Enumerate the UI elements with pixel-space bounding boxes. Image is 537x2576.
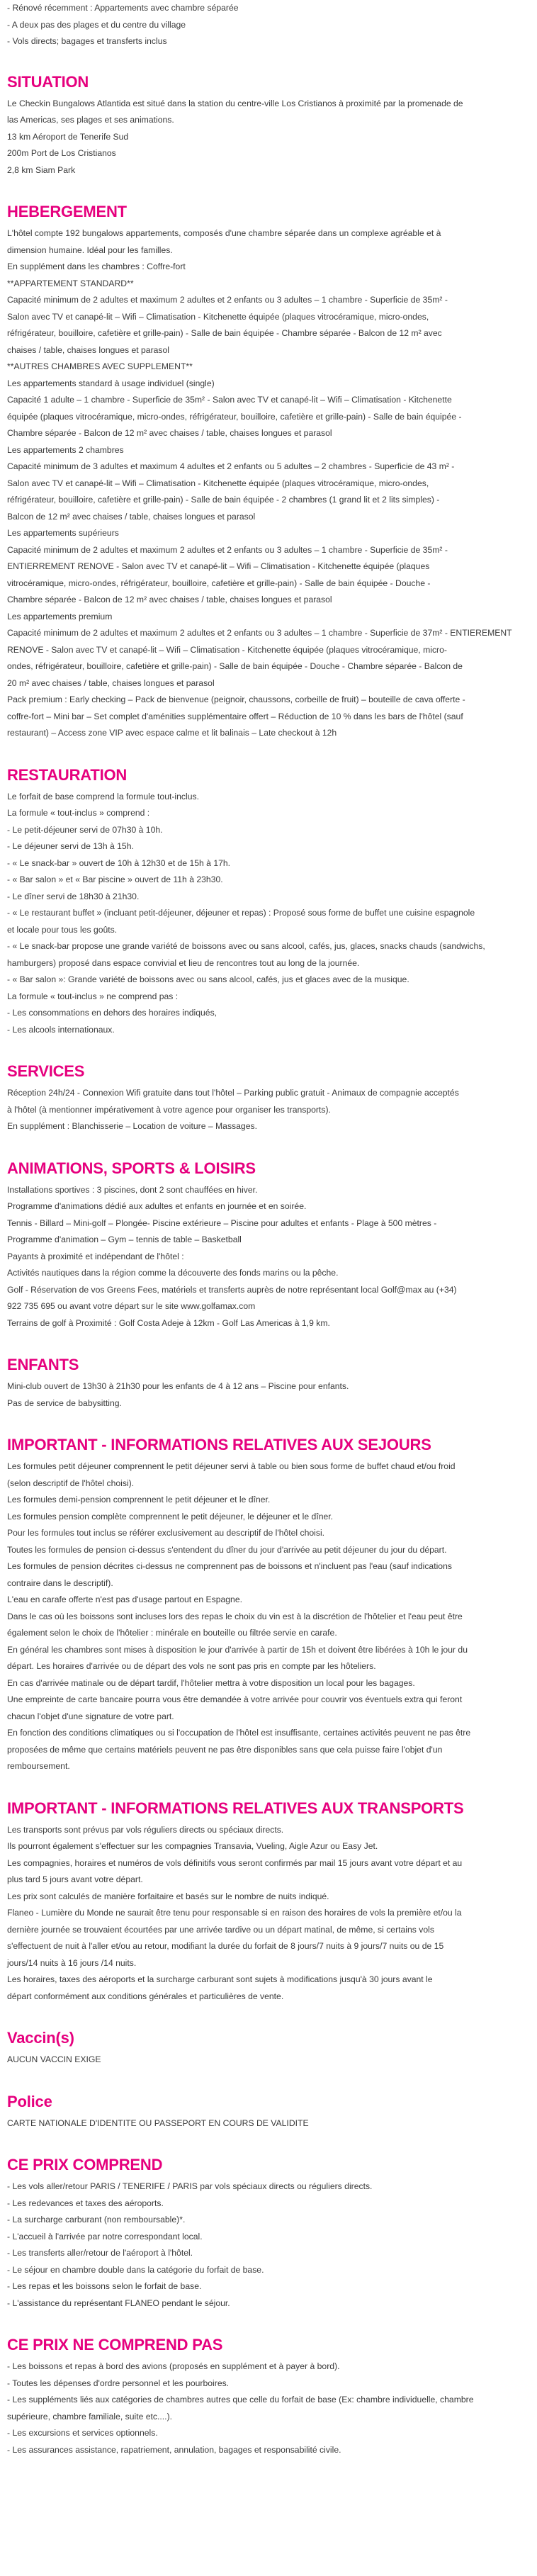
text-line: Chambre séparée - Balcon de 12 m² avec chaises / table, chaises longues et parasol bbox=[7, 428, 332, 438]
text-line: Les horaires, taxes des aéroports et la surcharge carburant sont sujets à modifications jusqu'à 30 jours avant le bbox=[7, 1974, 433, 1984]
text-line: Les formules demi-pension comprennent le petit déjeuner et le dîner. bbox=[7, 1495, 271, 1504]
enfants-text bbox=[7, 1378, 516, 1412]
text-line: Salon avec TV et canapé-lit – Wifi – Climatisation - Kitchenette équipée (plaques vitrocéramique, micro-ondes, bbox=[7, 311, 429, 322]
text-line: - Les repas et les boissons selon le forfait de base. bbox=[7, 2281, 202, 2291]
text-line: - « Bar salon » et « Bar piscine » ouvert de 11h à 23h30. bbox=[7, 874, 223, 884]
text-line: ondes, réfrigérateur, bouilloire, cafetière et grille-pain) - Salle de bain équipée - Douche - Chambre séparée - Balcon de bbox=[7, 661, 463, 671]
text-line: Installations sportives : 3 piscines, dont 2 sont chauffées en hiver. bbox=[7, 1184, 258, 1195]
animations-text bbox=[7, 1182, 516, 1332]
text-line: - La surcharge carburant (non remboursable)*. bbox=[7, 2215, 186, 2225]
text-line: s'effectuent de nuit à l'aller et/ou au retour, modifiant la durée du forfait de 8 jours/7 nuits à 9 jours/7 nuits ou de 15 bbox=[7, 1941, 444, 1951]
text-line: réfrigérateur, bouilloire, cafetière et grille-pain) - Salle de bain équipée - Chambre séparée - Balcon de 12 m² avec bbox=[7, 328, 442, 338]
text-line: Flaneo - Lumière du Monde ne saurait être tenu pour responsable si en raison des horaires de vols la première et/ou la bbox=[7, 1908, 462, 1918]
enfants-section bbox=[7, 1354, 516, 1412]
text-line: Capacité 1 adulte – 1 chambre - Superficie de 35m² - Salon avec TV et canapé-lit – Wifi – Climatisation - Kitchenette bbox=[7, 395, 452, 405]
text-line: - Vols directs; bagages et transferts inclus bbox=[7, 36, 167, 46]
text-line: - Les alcools internationaux. bbox=[7, 1024, 115, 1035]
text-line: coffre-fort – Mini bar – Set complet d'aménities supplémentaire offert – Réduction de 10 % dans les bars de l'hôtel (sauf bbox=[7, 711, 463, 721]
text-line: L'eau en carafe offerte n'est pas d'usage partout en Espagne. bbox=[7, 1594, 242, 1604]
text-line: - Les consommations en dehors des horaires indiqués, bbox=[7, 1008, 217, 1018]
text-line: - Les transferts aller/retour de l'aéroport à l'hôtel. bbox=[7, 2248, 193, 2258]
text-line: et locale pour tous les goûts. bbox=[7, 924, 118, 935]
vaccins-text bbox=[7, 2052, 516, 2069]
important-sejours-heading: IMPORTANT - INFORMATIONS RELATIVES AUX SEJOURS bbox=[7, 1436, 431, 1453]
text-line: Toutes les formules de pension ci-dessus s'entendent du dîner du jour d'arrivée au petit déjeuner du jour du départ. bbox=[7, 1544, 447, 1555]
text-line: Programme d'animation – Gym – tennis de table – Basketball bbox=[7, 1234, 242, 1244]
situation-heading: SITUATION bbox=[7, 72, 89, 91]
text-line: Le Checkin Bungalows Atlantida est situé dans la station du centre-ville Los Cristianos à proximité par la promenade de bbox=[7, 98, 463, 108]
text-line: - Le petit-déjeuner servi de 07h30 à 10h. bbox=[7, 824, 163, 835]
text-line: restaurant) – Access zone VIP avec espace calme et lit balinais – Late checkout à 12h bbox=[7, 728, 337, 738]
text-line: Programme d'animations dédié aux adultes et enfants en journée et en soirée. bbox=[7, 1201, 307, 1211]
text-line: Activités nautiques dans la région comme la découverte des fonds marins ou la pêche. bbox=[7, 1268, 339, 1278]
text-line: Tennis - Billard – Mini-golf – Plongée- Piscine extérieure – Piscine pour adultes et enfants - Plage à 500 mètres - bbox=[7, 1217, 437, 1228]
text-line: Terrains de golf à Proximité : Golf Costa Adeje à 12km - Golf Las Americas à 1,9 km. bbox=[7, 1317, 330, 1328]
text-line: **AUTRES CHAMBRES AVEC SUPPLEMENT** bbox=[7, 361, 193, 371]
text-line: Les formules petit déjeuner comprennent le petit déjeuner servi à table ou bien sous forme de buffet chaud et/ou froid bbox=[7, 1461, 456, 1471]
text-line: - Le dîner servi de 18h30 à 21h30. bbox=[7, 891, 140, 901]
text-line: En supplément dans les chambres : Coffre-fort bbox=[7, 261, 186, 271]
text-line: - L'accueil à l'arrivée par notre correspondant local. bbox=[7, 2231, 203, 2242]
prix-comprend-text bbox=[7, 2178, 516, 2312]
text-line: également selon le choix de l'hôtelier : minérale en bouteille ou filtrée servie en carafe. bbox=[7, 1628, 337, 1638]
prix-ne-comprend-section bbox=[7, 2334, 516, 2458]
text-line: Mini-club ouvert de 13h30 à 21h30 pour les enfants de 4 à 12 ans – Piscine pour enfants. bbox=[7, 1381, 349, 1391]
text-line: En général les chambres sont mises à disposition le jour d'arrivée à partir de 15h et doivent être libérées à 10h le jour du bbox=[7, 1644, 468, 1655]
vaccins-section bbox=[7, 2027, 516, 2069]
text-line: - Le déjeuner servi de 13h à 15h. bbox=[7, 841, 134, 851]
text-line: 20 m² avec chaises / table, chaises longues et parasol bbox=[7, 677, 215, 688]
text-line: Pour les formules tout inclus se référer exclusivement au descriptif de l'hôtel choisi. bbox=[7, 1528, 325, 1538]
text-line: 13 km Aéroport de Tenerife Sud bbox=[7, 131, 129, 142]
text-line: 200m Port de Los Cristianos bbox=[7, 148, 116, 158]
text-line: En cas d'arrivée matinale ou de départ tardif, l'hôtelier mettra à votre disposition un local pour les bagages. bbox=[7, 1677, 415, 1688]
text-line: - A deux pas des plages et du centre du village bbox=[7, 19, 186, 30]
vaccins-heading: Vaccin(s) bbox=[7, 2029, 74, 2047]
services-section bbox=[7, 1061, 516, 1135]
important-transports-text bbox=[7, 1822, 516, 2006]
text-line: Capacité minimum de 2 adultes et maximum 2 adultes et 2 enfants ou 3 adultes – 1 chambre - Superficie de 37m² - ENTIEREMENT bbox=[7, 628, 512, 638]
intro-section bbox=[7, 0, 516, 50]
animations-heading: ANIMATIONS, SPORTS & LOISIRS bbox=[7, 1159, 256, 1177]
text-line: las Americas, ses plages et ses animations. bbox=[7, 115, 174, 125]
police-section bbox=[7, 2091, 516, 2132]
important-transports-section bbox=[7, 1798, 516, 2006]
text-line: à l'hôtel (à mentionner impérativement à votre agence pour organiser les transports). bbox=[7, 1104, 331, 1115]
text-line: Capacité minimum de 2 adultes et maximum 2 adultes et 2 enfants ou 3 adultes – 1 chambre - Superficie de 35m² - bbox=[7, 295, 448, 305]
hebergement-text bbox=[7, 225, 516, 742]
text-line: - « Le snack-bar » ouvert de 10h à 12h30 et de 15h à 17h. bbox=[7, 857, 231, 868]
text-line: - Rénové récemment : Appartements avec chambre séparée bbox=[7, 3, 239, 13]
restauration-section bbox=[7, 765, 516, 1039]
text-line: - Les vols aller/retour PARIS / TENERIFE / PARIS par vols spéciaux directs ou réguliers directs. bbox=[7, 2181, 373, 2191]
text-line: - Le séjour en chambre double dans la catégorie du forfait de base. bbox=[7, 2264, 264, 2275]
text-line: Les formules de pension décrites ci-dessus ne comprennent pas de boissons et n'incluent pas l'eau (sauf indications bbox=[7, 1561, 452, 1571]
restauration-text bbox=[7, 789, 516, 1039]
text-line: - Les suppléments liés aux catégories de chambres autres que celle du forfait de base (Ex: chambre individuelle, chambre bbox=[7, 2395, 474, 2405]
text-line: En supplément : Blanchisserie – Location de voiture – Massages. bbox=[7, 1121, 257, 1131]
text-line: Payants à proximité et indépendant de l'hôtel : bbox=[7, 1251, 184, 1261]
prix-comprend-section bbox=[7, 2154, 516, 2312]
text-line: dernière journée se trouvaient écourtées par une arrivée tardive ou un départ matinal, de même, si certains vols bbox=[7, 1924, 434, 1935]
text-line: **APPARTEMENT STANDARD** bbox=[7, 278, 134, 288]
text-line: La formule « tout-inclus » comprend : bbox=[7, 808, 150, 818]
text-line: Les transports sont prévus par vols réguliers directs ou spéciaux directs. bbox=[7, 1824, 284, 1835]
text-line: Réception 24h/24 - Connexion Wifi gratuite dans tout l'hôtel – Parking public gratuit - Animaux de compagnie acceptés bbox=[7, 1088, 459, 1098]
text-line: Ils pourront également s'effectuer sur les compagnies Transavia, Vueling, Aigle Azur ou Easy Jet. bbox=[7, 1841, 378, 1851]
text-line: Salon avec TV et canapé-lit – Wifi – Climatisation - Kitchenette équipée (plaques vitrocéramique, micro-ondes, bbox=[7, 478, 429, 488]
police-heading: Police bbox=[7, 2092, 52, 2110]
text-line: - Les redevances et taxes des aéroports. bbox=[7, 2198, 164, 2208]
hebergement-heading: HEBERGEMENT bbox=[7, 203, 127, 220]
services-text bbox=[7, 1085, 516, 1135]
text-line: Capacité minimum de 3 adultes et maximum 4 adultes et 2 enfants ou 5 adultes – 2 chambres - Superficie de 43 m² - bbox=[7, 461, 455, 471]
text-line: Capacité minimum de 2 adultes et maximum 2 adultes et 2 enfants ou 3 adultes – 1 chambre - Superficie de 35m² - bbox=[7, 544, 448, 555]
text-line: équipée (plaques vitrocéramique, micro-ondes, réfrigérateur, bouilloire, cafetière et grille-pain) - Salle de bain équipée - bbox=[7, 411, 462, 422]
text-line: Les appartements 2 chambres bbox=[7, 444, 124, 455]
text-line: - Les excursions et services optionnels. bbox=[7, 2428, 158, 2438]
text-line: jours/14 nuits à 16 jours /14 nuits. bbox=[7, 1957, 137, 1968]
important-sejours-text bbox=[7, 1458, 516, 1775]
text-line: Les appartements standard à usage individuel (single) bbox=[7, 378, 215, 388]
text-line: Les appartements premium bbox=[7, 611, 113, 621]
text-line: proposées de même que certains matériels peuvent ne pas être disponibles sans que cela puisse faire l'objet d'un bbox=[7, 1744, 443, 1755]
text-line: Golf - Réservation de vos Greens Fees, matériels et transferts auprès de notre représentant local Golf@max au (+34) bbox=[7, 1284, 457, 1295]
text-line: CARTE NATIONALE D'IDENTITE OU PASSEPORT EN COURS DE VALIDITE bbox=[7, 2117, 309, 2128]
text-line: Les formules pension complète comprennent le petit déjeuner, le déjeuner et le dîner. bbox=[7, 1511, 334, 1522]
text-line: 922 735 695 ou avant votre départ sur le site www.golfamax.com bbox=[7, 1301, 256, 1311]
text-line: 2,8 km Siam Park bbox=[7, 164, 76, 175]
text-line: supérieure, chambre familiale, suite etc....). bbox=[7, 2411, 173, 2422]
text-line: dimension humaine. Idéal pour les familles. bbox=[7, 244, 173, 255]
text-line: vitrocéramique, micro-ondes, réfrigérateur, bouilloire, cafetière et grille-pain) - Salle de bain équipée - Douche - bbox=[7, 578, 431, 588]
prix-ne-comprend-text bbox=[7, 2358, 516, 2458]
text-line: Pack premium : Early checking – Pack de bienvenue (peignoir, chaussons, corbeille de fruit) – bouteille de cava offerte - bbox=[7, 694, 465, 704]
text-line: Une empreinte de carte bancaire pourra vous être demandée à votre arrivée pour couvrir vos éventuels extra qui feront bbox=[7, 1694, 463, 1704]
police-text bbox=[7, 2115, 516, 2132]
important-sejours-section bbox=[7, 1434, 516, 1775]
text-line: plus tard 5 jours avant votre départ. bbox=[7, 1874, 143, 1884]
text-line: réfrigérateur, bouilloire, cafetière et grille-pain) - Salle de bain équipée - 2 chambres (1 grand lit et 2 lits simples) - bbox=[7, 495, 440, 505]
text-line: Les prix sont calculés de manière forfaitaire et basés sur le nombre de nuits indiqué. bbox=[7, 1891, 329, 1901]
text-line: - Toutes les dépenses d'ordre personnel et les pourboires. bbox=[7, 2378, 230, 2388]
text-line: (selon descriptif de l'hôtel choisi). bbox=[7, 1478, 135, 1488]
text-line: - « Le snack-bar propose une grande variété de boissons avec ou sans alcool, cafés, jus, glaces, snacks chauds (sandwichs, bbox=[7, 941, 485, 951]
text-line: remboursement. bbox=[7, 1761, 70, 1771]
text-line: La formule « tout-inclus » ne comprend pas : bbox=[7, 991, 179, 1001]
text-line: - Les boissons et repas à bord des avions (proposés en supplément et à payer à bord). bbox=[7, 2361, 340, 2371]
situation-section bbox=[7, 72, 516, 179]
text-line: - Les assurances assistance, rapatriement, annulation, bagages et responsabilité civile. bbox=[7, 2444, 341, 2455]
text-line: Les appartements supérieurs bbox=[7, 528, 119, 538]
text-line: départ. Les horaires d'arrivée ou de départ des vols ne sont pas pris en compte par les hôteliers. bbox=[7, 1661, 376, 1671]
prix-ne-comprend-heading: CE PRIX NE COMPREND PAS bbox=[7, 2336, 223, 2353]
situation-text bbox=[7, 96, 516, 179]
text-line: départ conformément aux conditions générales et particulières de vente. bbox=[7, 1991, 284, 2001]
text-line: Dans le cas où les boissons sont incluses lors des repas le choix du vin est à la discrétion de l'hôtelier et l'eau peut être bbox=[7, 1611, 463, 1621]
enfants-heading: ENFANTS bbox=[7, 1356, 79, 1373]
text-line: chaises / table, chaises longues et parasol bbox=[7, 344, 169, 355]
animations-section bbox=[7, 1158, 516, 1332]
text-line: chacun l'objet d'une signature de votre part. bbox=[7, 1711, 174, 1721]
text-line: contraire dans le descriptif). bbox=[7, 1577, 113, 1588]
text-line: Pas de service de babysitting. bbox=[7, 1397, 122, 1408]
text-line: Le forfait de base comprend la formule tout-inclus. bbox=[7, 791, 199, 802]
text-line: - L'assistance du représentant FLANEO pendant le séjour. bbox=[7, 2297, 230, 2308]
restauration-heading: RESTAURATION bbox=[7, 765, 128, 784]
text-line: En fonction des conditions climatiques ou si l'occupation de l'hôtel est insuffisante, certaines activités peuvent ne pas être bbox=[7, 1728, 471, 1738]
text-line: - « Le restaurant buffet » (incluant petit-déjeuner, déjeuner et repas) : Proposé sous forme de buffet une cuisine espagnole bbox=[7, 908, 475, 918]
text-line: ENTIERREMENT RENOVE - Salon avec TV et canapé-lit – Wifi – Climatisation - Kitchenette équipée (plaques bbox=[7, 561, 430, 571]
text-line: - « Bar salon »: Grande variété de boissons avec ou sans alcool, cafés, jus et glaces avec de la musique. bbox=[7, 974, 409, 984]
text-line: Les compagnies, horaires et numéros de vols définitifs vous seront confirmés par mail 15 jours avant votre départ et au bbox=[7, 1857, 463, 1868]
text-line: AUCUN VACCIN EXIGE bbox=[7, 2054, 101, 2064]
important-transports-heading: IMPORTANT - INFORMATIONS RELATIVES AUX TRANSPORTS bbox=[7, 1799, 464, 1817]
services-heading: SERVICES bbox=[7, 1062, 85, 1080]
text-line: hamburgers) proposé dans espace convivial et lieu de rencontres tout au long de la journée. bbox=[7, 957, 360, 968]
hebergement-section bbox=[7, 201, 516, 742]
prix-comprend-heading: CE PRIX COMPREND bbox=[7, 2156, 163, 2173]
text-line: RENOVE - Salon avec TV et canapé-lit – Wifi – Climatisation - Kitchenette équipée (plaques vitrocéramique, micro- bbox=[7, 644, 447, 655]
text-line: Balcon de 12 m² avec chaises / table, chaises longues et parasol bbox=[7, 511, 256, 522]
text-line: L'hôtel compte 192 bungalows appartements, composés d'une chambre séparée dans un complexe agréable et à bbox=[7, 228, 441, 238]
text-line: Chambre séparée - Balcon de 12 m² avec chaises / table, chaises longues et parasol bbox=[7, 595, 332, 604]
